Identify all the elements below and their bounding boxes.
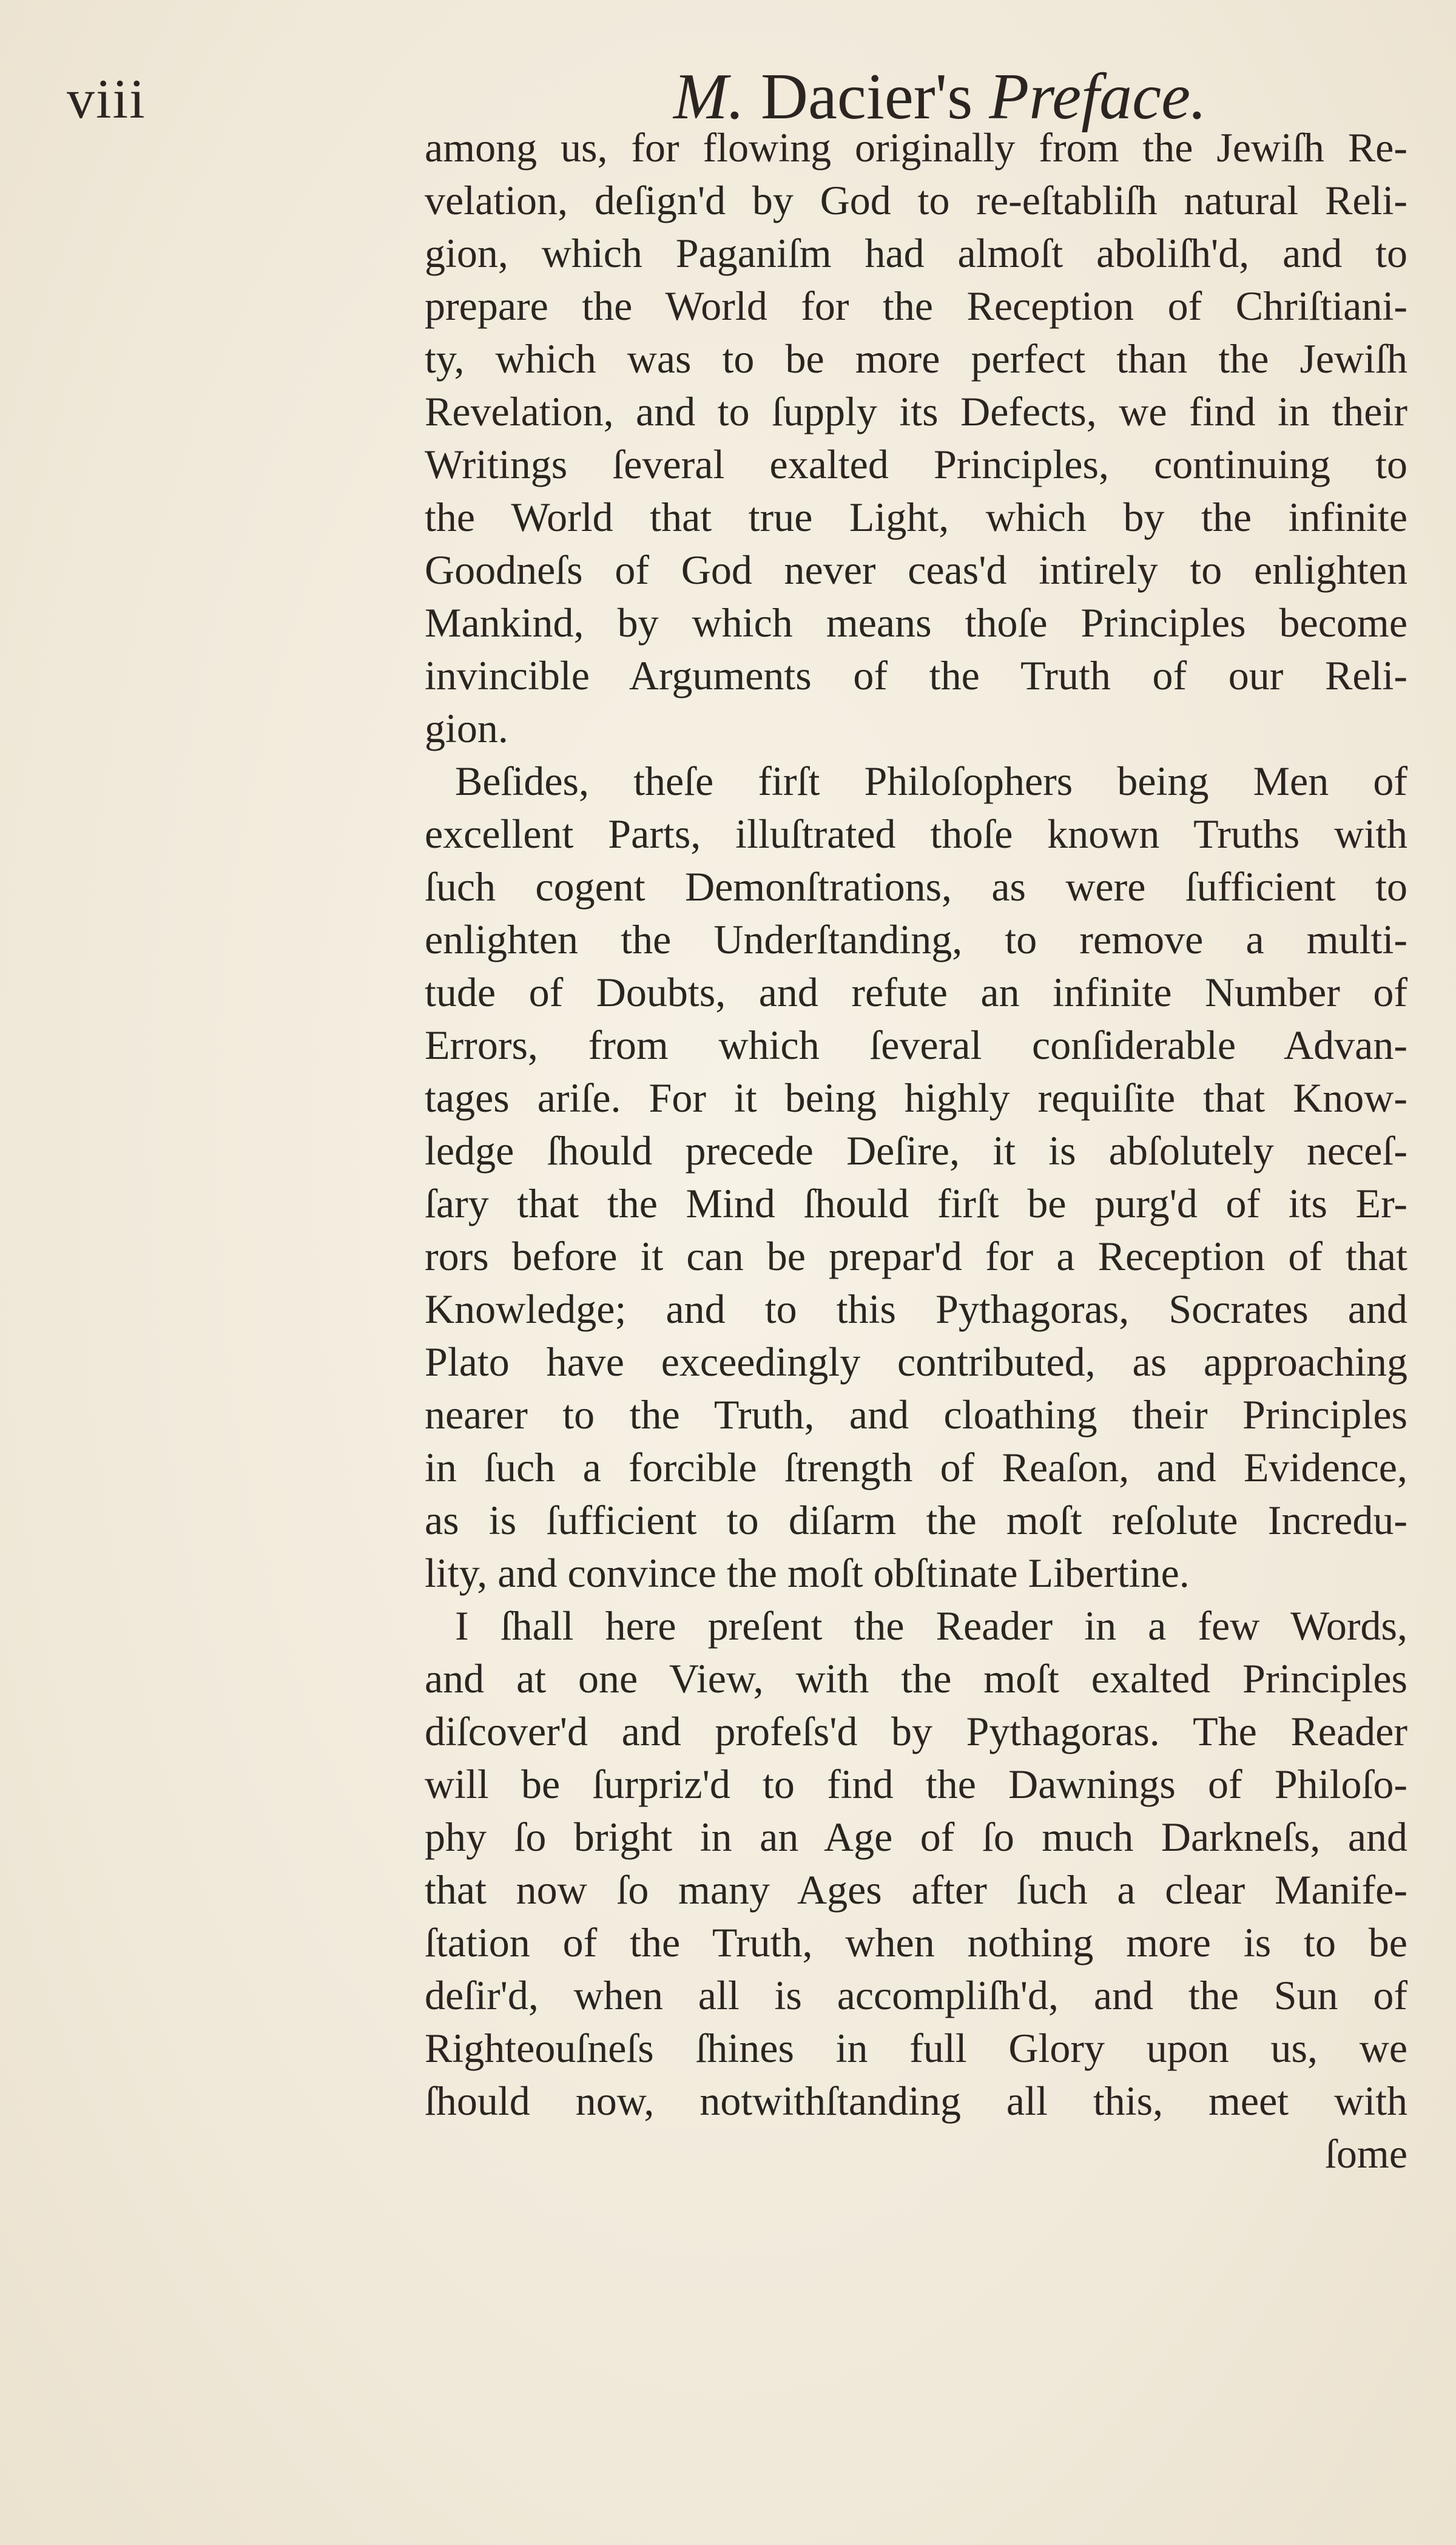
text-line: Revelation, and to ſupply its Defects, we find in their: [425, 388, 1407, 434]
text-line: that now ſo many Ages after ſuch a clear Manife-: [425, 1867, 1407, 1913]
text-line: rors before it can be prepar'd for a Reception of that: [425, 1233, 1407, 1279]
text-line: deſir'd, when all is accompliſh'd, and the Sun of: [425, 1972, 1407, 2018]
running-head-text: Dacier's: [744, 61, 989, 133]
text-line: Plato have exceedingly contributed, as approaching: [425, 1339, 1407, 1385]
text-line: among us, for flowing originally from the Jewiſh Re-: [425, 124, 1407, 171]
body-text: [425, 121, 1407, 2180]
paragraph-start-line: I ſhall here preſent the Reader in a few Words,: [455, 1603, 1407, 1649]
running-head-name: M.: [673, 61, 744, 133]
text-line: gion, which Paganiſm had almoſt aboliſh'd, and to: [425, 230, 1407, 276]
text-line: ſuch cogent Demonſtrations, as were ſufficient to: [425, 864, 1407, 910]
text-line: in ſuch a forcible ſtrength of Reaſon, and Evidence,: [425, 1444, 1407, 1490]
text-line: the World that true Light, which by the infinite: [425, 494, 1407, 540]
text-line: phy ſo bright in an Age of ſo much Darkneſs, and: [425, 1814, 1407, 1860]
text-line: ledge ſhould precede Deſire, it is abſolutely neceſ-: [425, 1127, 1407, 1174]
text-line: gion.: [425, 705, 508, 751]
text-line: ſary that the Mind ſhould firſt be purg'd of its Er-: [425, 1180, 1407, 1226]
text-line: Writings ſeveral exalted Principles, continuing to: [425, 441, 1407, 487]
text-line: ſtation of the Truth, when nothing more is to be: [425, 1919, 1407, 1965]
text-line: Goodneſs of God never ceas'd intirely to enlighten: [425, 547, 1407, 593]
text-line: enlighten the Underſtanding, to remove a multi-: [425, 916, 1407, 962]
text-line: ſhould now, notwithſtanding all this, meet with: [425, 2078, 1407, 2124]
text-line: Mankind, by which means thoſe Principles become: [425, 600, 1407, 646]
text-line: tages ariſe. For it being highly requiſite that Know-: [425, 1075, 1407, 1121]
text-line: and at one View, with the moſt exalted Principles: [425, 1655, 1407, 1702]
catchword: ſome: [1325, 2131, 1407, 2177]
running-head-title: Preface.: [989, 61, 1207, 133]
text-line: excellent Parts, illuſtrated thoſe known Truths with: [425, 811, 1407, 857]
text-line: prepare the World for the Reception of Chriſtiani-: [425, 283, 1407, 329]
text-line: will be ſurpriz'd to find the Dawnings of Philoſo-: [425, 1761, 1407, 1807]
text-line: invincible Arguments of the Truth of our Reli-: [425, 652, 1407, 698]
text-line: ty, which was to be more perfect than the Jewiſh: [425, 336, 1407, 382]
page-number: viii: [67, 68, 146, 130]
text-line: nearer to the Truth, and cloathing their Principles: [425, 1391, 1407, 1438]
text-line: Knowledge; and to this Pythagoras, Socrates and: [425, 1286, 1407, 1332]
paragraph-start-line: Beſides, theſe firſt Philoſophers being Men of: [455, 758, 1407, 804]
text-line: Errors, from which ſeveral conſiderable Advan-: [425, 1022, 1407, 1068]
text-line: tude of Doubts, and refute an infinite Number of: [425, 969, 1407, 1015]
text-line: as is ſufficient to diſarm the moſt reſolute Incredu-: [425, 1497, 1407, 1543]
text-line: velation, deſign'd by God to re-eſtabliſh natural Reli-: [425, 177, 1407, 223]
text-line: lity, and convince the moſt obſtinate Libertine.: [425, 1550, 1190, 1596]
text-line: diſcover'd and profeſs'd by Pythagoras. The Reader: [425, 1708, 1407, 1754]
text-line: Righteouſneſs ſhines in full Glory upon us, we: [425, 2025, 1407, 2071]
